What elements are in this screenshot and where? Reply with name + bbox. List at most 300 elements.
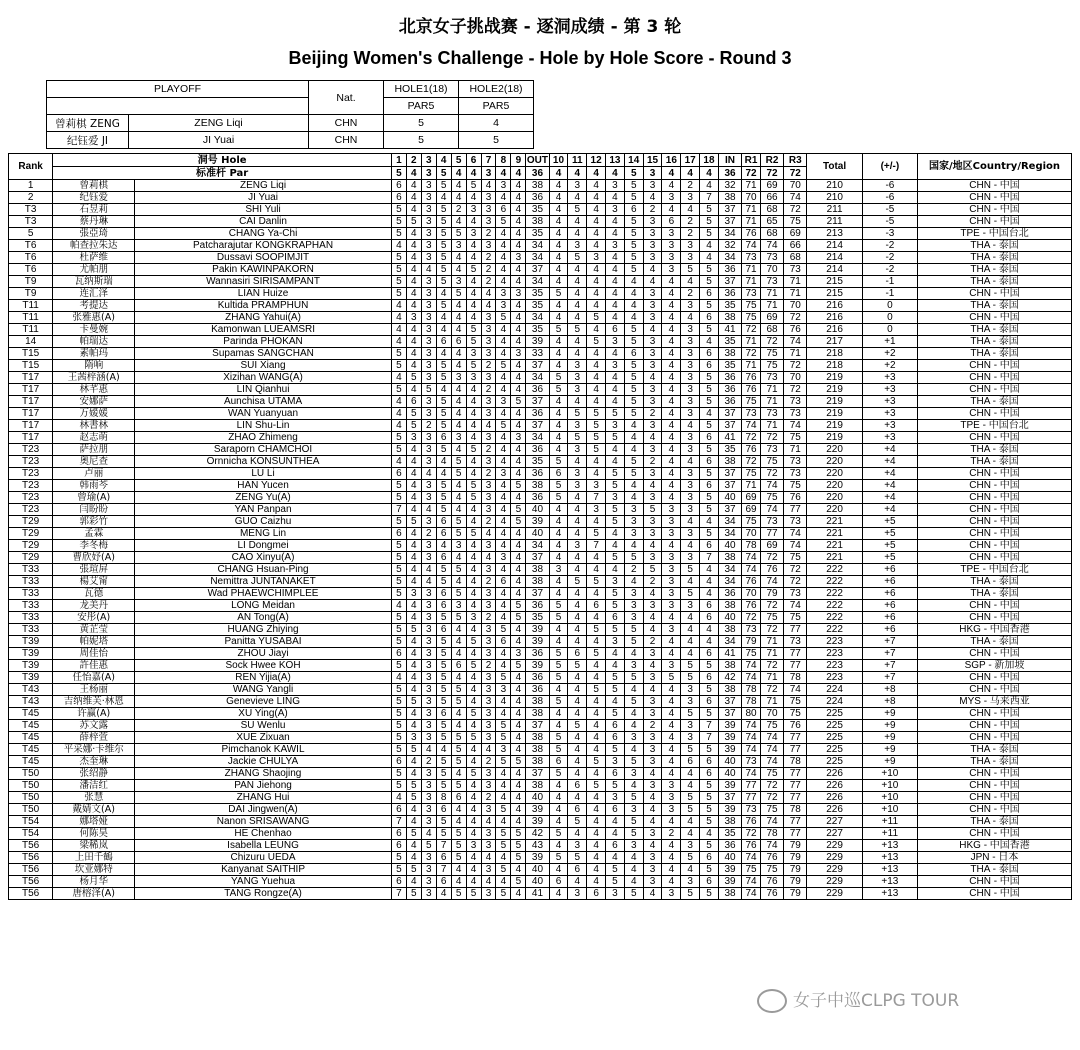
score-cell: 33: [526, 348, 549, 360]
score-cell: 74: [760, 480, 783, 492]
score-cell: 5: [511, 876, 526, 888]
score-cell: 3: [496, 396, 511, 408]
table-row: [9, 528, 1072, 540]
score-cell: 5: [436, 828, 451, 840]
country: CHN - 中国: [918, 732, 1072, 744]
score-cell: 4: [496, 384, 511, 396]
player-name-cn: 萨拉朋: [53, 444, 135, 456]
score-cell: 43: [526, 840, 549, 852]
score-cell: 5: [466, 528, 481, 540]
score-cell: 39: [718, 804, 741, 816]
score-cell: 4: [549, 516, 568, 528]
score-cell: 3: [624, 504, 643, 516]
score-cell: 4: [700, 516, 719, 528]
table-row: [9, 804, 1072, 816]
score-cell: 5: [511, 828, 526, 840]
score-cell: 4: [496, 408, 511, 420]
score-cell: 6: [606, 840, 625, 852]
score-cell: 4: [568, 300, 587, 312]
rank: T3: [9, 216, 53, 228]
score-cell: 3: [421, 696, 436, 708]
score-cell: 38: [526, 564, 549, 576]
player-name-cn: 尤帕朋: [53, 264, 135, 276]
score-cell: 3: [466, 348, 481, 360]
rank: T6: [9, 264, 53, 276]
score-cell: 4: [681, 516, 700, 528]
score-cell: 4: [481, 876, 496, 888]
table-row: [9, 708, 1072, 720]
score-cell: 4: [421, 744, 436, 756]
score-cell: 4: [406, 180, 421, 192]
table-row: [9, 828, 1072, 840]
total-score: 223: [807, 672, 862, 684]
score-cell: 4: [624, 720, 643, 732]
score-cell: 39: [526, 804, 549, 816]
table-row: [9, 744, 1072, 756]
score-cell: 4: [511, 768, 526, 780]
score-cell: 5: [662, 672, 681, 684]
score-cell: 5: [391, 552, 406, 564]
score-cell: 4: [568, 588, 587, 600]
score-cell: 4: [587, 384, 606, 396]
score-cell: 6: [496, 576, 511, 588]
score-cell: 3: [643, 828, 662, 840]
score-cell: 4: [568, 684, 587, 696]
score-cell: 4: [481, 816, 496, 828]
score-cell: 2: [643, 204, 662, 216]
player-name-cn: 韩雨芩: [53, 480, 135, 492]
score-cell: 4: [436, 384, 451, 396]
score-cell: 4: [587, 264, 606, 276]
table-row: [9, 288, 1072, 300]
score-cell: 4: [568, 516, 587, 528]
score-cell: 4: [496, 240, 511, 252]
score-cell: 5: [700, 708, 719, 720]
score-cell: 79: [784, 876, 807, 888]
score-cell: 5: [391, 588, 406, 600]
score-cell: 3: [451, 540, 466, 552]
score-cell: 4: [406, 600, 421, 612]
score-cell: 4: [549, 636, 568, 648]
country: THA - 泰国: [918, 336, 1072, 348]
score-cell: 4: [466, 744, 481, 756]
score-cell: 2: [421, 420, 436, 432]
score-cell: 4: [496, 696, 511, 708]
score-cell: 6: [700, 852, 719, 864]
score-cell: 74: [742, 564, 761, 576]
score-cell: 3: [421, 408, 436, 420]
score-cell: 5: [496, 864, 511, 876]
score-cell: 3: [568, 468, 587, 480]
total-score: 229: [807, 852, 862, 864]
score-cell: 5: [587, 780, 606, 792]
score-cell: 4: [406, 876, 421, 888]
score-cell: 4: [700, 180, 719, 192]
score-cell: 4: [511, 780, 526, 792]
score-cell: 4: [436, 288, 451, 300]
country-header: 国家/地区Country/Region: [918, 154, 1072, 180]
score-cell: 5: [436, 648, 451, 660]
score-cell: 4: [466, 516, 481, 528]
score-cell: 5: [391, 624, 406, 636]
score-cell: 5: [451, 612, 466, 624]
score-cell: 4: [587, 288, 606, 300]
score-cell: 5: [436, 204, 451, 216]
score-cell: 3: [662, 780, 681, 792]
score-cell: 4: [549, 780, 568, 792]
score-cell: 71: [742, 276, 761, 288]
country: HKG - 中国香港: [918, 840, 1072, 852]
total-score: 225: [807, 732, 862, 744]
score-cell: 3: [481, 540, 496, 552]
score-cell: 4: [662, 720, 681, 732]
score-cell: 69: [760, 540, 783, 552]
total-score: 229: [807, 840, 862, 852]
score-cell: 74: [760, 840, 783, 852]
score-cell: 3: [606, 360, 625, 372]
score-cell: 5: [606, 780, 625, 792]
score-cell: 69: [760, 312, 783, 324]
score-cell: 5: [511, 480, 526, 492]
table-row: [9, 192, 1072, 204]
score-cell: 74: [784, 336, 807, 348]
score-cell: 4: [568, 564, 587, 576]
score-cell: 3: [421, 180, 436, 192]
score-cell: 4: [421, 264, 436, 276]
score-cell: 5: [549, 852, 568, 864]
to-par: +11: [862, 828, 917, 840]
score-cell: 3: [681, 732, 700, 744]
hole-par: 72: [742, 167, 761, 180]
score-cell: 4: [587, 696, 606, 708]
score-cell: 75: [742, 312, 761, 324]
score-cell: 4: [391, 396, 406, 408]
score-cell: 4: [481, 420, 496, 432]
total-score: 221: [807, 540, 862, 552]
score-cell: 4: [496, 516, 511, 528]
player-name-en: Isabella LEUNG: [135, 840, 392, 852]
score-cell: 2: [643, 408, 662, 420]
score-cell: 4: [568, 732, 587, 744]
score-cell: 4: [406, 192, 421, 204]
score-cell: 3: [681, 492, 700, 504]
player-name-en: Sock Hwee KOH: [135, 660, 392, 672]
total-score: 226: [807, 780, 862, 792]
score-cell: 6: [436, 876, 451, 888]
score-cell: 72: [784, 384, 807, 396]
score-cell: 76: [742, 816, 761, 828]
score-cell: 3: [421, 300, 436, 312]
score-cell: 4: [643, 684, 662, 696]
table-row: [9, 396, 1072, 408]
score-cell: 5: [406, 408, 421, 420]
country: CHN - 中国: [918, 612, 1072, 624]
score-cell: 3: [568, 240, 587, 252]
score-cell: 3: [681, 360, 700, 372]
score-cell: 4: [568, 396, 587, 408]
score-cell: 4: [587, 300, 606, 312]
score-cell: 3: [481, 336, 496, 348]
score-cell: 4: [406, 684, 421, 696]
score-cell: 5: [391, 576, 406, 588]
score-cell: 4: [549, 804, 568, 816]
score-cell: 5: [549, 660, 568, 672]
score-cell: 73: [760, 444, 783, 456]
to-par: 0: [862, 300, 917, 312]
score-cell: 3: [421, 432, 436, 444]
score-cell: 3: [681, 720, 700, 732]
score-cell: 5: [436, 264, 451, 276]
score-cell: 3: [421, 720, 436, 732]
score-cell: 34: [718, 252, 741, 264]
to-par: -3: [862, 228, 917, 240]
score-cell: 73: [760, 276, 783, 288]
score-cell: 6: [700, 432, 719, 444]
score-cell: 5: [549, 492, 568, 504]
score-cell: 42: [526, 828, 549, 840]
score-cell: 5: [700, 888, 719, 900]
country: CHN - 中国: [918, 504, 1072, 516]
score-cell: 6: [436, 600, 451, 612]
score-cell: 3: [421, 396, 436, 408]
table-row: [9, 624, 1072, 636]
score-cell: 6: [391, 876, 406, 888]
score-cell: 4: [391, 300, 406, 312]
score-cell: 6: [700, 648, 719, 660]
score-cell: 4: [662, 492, 681, 504]
score-cell: 77: [742, 792, 761, 804]
score-cell: 74: [742, 852, 761, 864]
score-cell: 5: [391, 276, 406, 288]
player-name-cn: 杜萨维: [53, 252, 135, 264]
player-name-en: ZHOU Jiayi: [135, 648, 392, 660]
score-cell: 3: [606, 180, 625, 192]
score-cell: 4: [606, 312, 625, 324]
rank: T56: [9, 888, 53, 900]
country: CHN - 中国: [918, 372, 1072, 384]
to-par: +5: [862, 516, 917, 528]
rank: T33: [9, 588, 53, 600]
total-score: 210: [807, 180, 862, 192]
score-cell: 4: [643, 588, 662, 600]
score-cell: 5: [391, 228, 406, 240]
score-cell: 4: [587, 672, 606, 684]
score-cell: 73: [760, 252, 783, 264]
score-cell: 4: [606, 648, 625, 660]
score-cell: 40: [718, 540, 741, 552]
rank: T3: [9, 204, 53, 216]
score-cell: 3: [643, 336, 662, 348]
score-cell: 2: [481, 360, 496, 372]
score-cell: 5: [391, 732, 406, 744]
rank: T6: [9, 252, 53, 264]
player-name-cn: 潘洁红: [53, 780, 135, 792]
score-cell: 5: [700, 396, 719, 408]
score-cell: 3: [643, 492, 662, 504]
score-cell: 5: [451, 528, 466, 540]
score-cell: 3: [481, 708, 496, 720]
score-cell: 65: [760, 216, 783, 228]
score-cell: 75: [760, 720, 783, 732]
score-cell: 71: [784, 288, 807, 300]
score-cell: 4: [549, 216, 568, 228]
score-cell: 3: [643, 396, 662, 408]
score-cell: 77: [784, 504, 807, 516]
score-cell: 4: [643, 324, 662, 336]
score-cell: 5: [466, 480, 481, 492]
score-cell: 4: [511, 300, 526, 312]
score-cell: 5: [451, 744, 466, 756]
score-cell: 5: [496, 672, 511, 684]
score-cell: 5: [436, 276, 451, 288]
score-cell: 35: [526, 300, 549, 312]
country: CHN - 中国: [918, 648, 1072, 660]
score-cell: 4: [681, 864, 700, 876]
to-par: +13: [862, 876, 917, 888]
score-cell: 74: [742, 732, 761, 744]
score-cell: 4: [466, 312, 481, 324]
to-par: +8: [862, 684, 917, 696]
player-name-cn: 龙美丹: [53, 600, 135, 612]
score-cell: 2: [481, 468, 496, 480]
score-cell: 5: [549, 372, 568, 384]
total-score: 220: [807, 456, 862, 468]
rank: T29: [9, 552, 53, 564]
score-cell: 73: [742, 624, 761, 636]
player-name-en: GUO Caizhu: [135, 516, 392, 528]
score-cell: 6: [568, 648, 587, 660]
score-cell: 4: [662, 384, 681, 396]
score-cell: 4: [406, 492, 421, 504]
score-cell: 4: [406, 252, 421, 264]
score-cell: 4: [624, 312, 643, 324]
score-cell: 2: [481, 516, 496, 528]
rank: T29: [9, 540, 53, 552]
score-cell: 5: [700, 780, 719, 792]
score-cell: 5: [700, 684, 719, 696]
rank: T45: [9, 708, 53, 720]
score-cell: 6: [700, 600, 719, 612]
score-cell: 4: [496, 432, 511, 444]
score-cell: 3: [421, 684, 436, 696]
to-par: +9: [862, 744, 917, 756]
total-score: 225: [807, 744, 862, 756]
player-name-cn: 張亞琦: [53, 228, 135, 240]
table-row: [9, 468, 1072, 480]
player-name-cn: 蔡丹琳: [53, 216, 135, 228]
score-cell: 4: [568, 276, 587, 288]
score-cell: 6: [662, 216, 681, 228]
score-cell: 4: [662, 336, 681, 348]
score-cell: 5: [406, 780, 421, 792]
score-cell: 5: [511, 612, 526, 624]
score-cell: 4: [549, 276, 568, 288]
score-cell: 5: [568, 816, 587, 828]
total-score: 215: [807, 288, 862, 300]
score-cell: 4: [406, 720, 421, 732]
player-name-en: Pimchanok KAWIL: [135, 744, 392, 756]
score-cell: 4: [624, 492, 643, 504]
score-cell: 6: [496, 636, 511, 648]
score-cell: 4: [466, 696, 481, 708]
score-cell: 4: [587, 276, 606, 288]
score-cell: 4: [700, 828, 719, 840]
score-cell: 4: [466, 564, 481, 576]
score-cell: 4: [643, 768, 662, 780]
score-cell: 2: [681, 228, 700, 240]
table-row: [9, 552, 1072, 564]
score-cell: 40: [718, 612, 741, 624]
to-par: +13: [862, 852, 917, 864]
player-name-en: CAI Danlin: [135, 216, 392, 228]
playoff-hole-2: HOLE2(18): [459, 81, 534, 98]
score-cell: 4: [481, 852, 496, 864]
score-cell: 4: [624, 780, 643, 792]
score-cell: 4: [624, 540, 643, 552]
score-cell: 74: [760, 576, 783, 588]
total-score: 219: [807, 384, 862, 396]
score-cell: 75: [742, 396, 761, 408]
hole-par: 4: [700, 167, 719, 180]
score-cell: 3: [606, 336, 625, 348]
score-cell: 3: [681, 252, 700, 264]
hole-par: 3: [643, 167, 662, 180]
total-score: 227: [807, 828, 862, 840]
score-cell: 4: [406, 456, 421, 468]
score-cell: 79: [784, 840, 807, 852]
score-cell: 5: [466, 180, 481, 192]
score-cell: 75: [742, 516, 761, 528]
score-cell: 5: [624, 360, 643, 372]
player-name-cn: 張瑄屏: [53, 564, 135, 576]
score-cell: 4: [549, 348, 568, 360]
country: CHN - 中国: [918, 468, 1072, 480]
player-name-en: TANG Rongze(A): [135, 888, 392, 900]
player-name-cn: 戴婧文(A): [53, 804, 135, 816]
score-cell: 5: [624, 192, 643, 204]
score-cell: 4: [466, 792, 481, 804]
score-cell: 2: [421, 756, 436, 768]
score-cell: 74: [760, 816, 783, 828]
score-cell: 71: [742, 204, 761, 216]
score-cell: 3: [681, 528, 700, 540]
score-cell: 2: [481, 228, 496, 240]
score-cell: 6: [700, 348, 719, 360]
score-cell: 36: [718, 588, 741, 600]
hole-number: 3: [421, 154, 436, 167]
score-cell: 73: [742, 288, 761, 300]
table-row: [9, 576, 1072, 588]
score-cell: 3: [421, 312, 436, 324]
score-cell: 5: [436, 660, 451, 672]
score-cell: 5: [587, 312, 606, 324]
country: CHN - 中国: [918, 600, 1072, 612]
score-cell: 4: [451, 348, 466, 360]
score-cell: 4: [511, 264, 526, 276]
player-name-cn: 曾瑜(A): [53, 492, 135, 504]
score-cell: 5: [624, 264, 643, 276]
score-cell: 4: [643, 624, 662, 636]
score-cell: 5: [606, 480, 625, 492]
hole-par: 5: [436, 167, 451, 180]
score-cell: 4: [587, 636, 606, 648]
score-cell: 4: [549, 420, 568, 432]
score-cell: 4: [587, 840, 606, 852]
score-cell: 3: [496, 300, 511, 312]
player-name-en: JI Yuai: [135, 192, 392, 204]
score-cell: 4: [496, 528, 511, 540]
score-cell: 5: [406, 372, 421, 384]
